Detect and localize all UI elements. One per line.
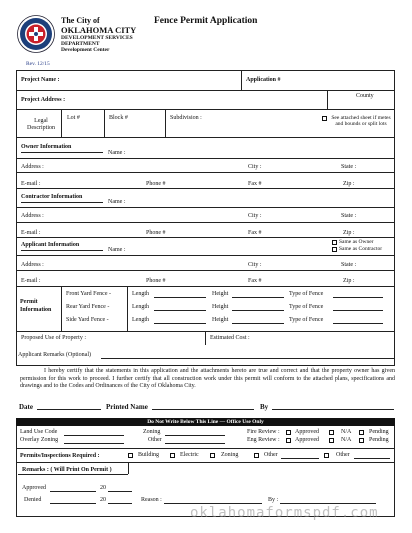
other-checkbox-1[interactable]: [254, 453, 259, 458]
owner-address-label: Address :: [21, 164, 44, 170]
owner-zip-label: Zip :: [343, 181, 355, 187]
reason-field[interactable]: [164, 503, 262, 504]
application-number-label: Application #: [246, 77, 281, 83]
office-by-label: By :: [268, 497, 279, 503]
eng-review-label: Eng Review :: [247, 437, 280, 443]
electric-checkbox[interactable]: [170, 453, 175, 458]
front-length-field[interactable]: [154, 297, 206, 298]
contractor-email-label: E-mail :: [21, 230, 41, 236]
side-height-field[interactable]: [232, 323, 284, 324]
side-type-field[interactable]: [333, 323, 383, 324]
contractor-name-label: Name :: [108, 199, 126, 205]
rear-type-field[interactable]: [333, 310, 383, 311]
applicant-phone-label: Phone #: [146, 278, 166, 284]
fire-approved-checkbox[interactable]: [286, 430, 291, 435]
fire-na-checkbox[interactable]: [329, 430, 334, 435]
applicant-fax-label: Fax #: [248, 278, 262, 284]
owner-phone-label: Phone #: [146, 181, 166, 187]
contractor-state-label: State :: [341, 213, 357, 219]
fire-na-label: N/A: [341, 429, 352, 435]
by-label: By: [260, 403, 269, 411]
contractor-city-label: City :: [248, 213, 262, 219]
applicant-state-label: State :: [341, 262, 357, 268]
side-height-label: Height: [212, 317, 229, 323]
zoning-checkbox[interactable]: [210, 453, 215, 458]
office-by-field[interactable]: [280, 503, 376, 504]
building-label: Building: [138, 452, 160, 458]
city-name-line2: OKLAHOMA CITY: [61, 25, 137, 35]
same-as-owner-label: Same as Owner: [339, 239, 374, 245]
owner-city-label: City :: [248, 164, 262, 170]
side-yard-label: Side Yard Fence -: [66, 317, 109, 323]
front-height-field[interactable]: [232, 297, 284, 298]
watermark-text: oklahomaformspdf.com: [190, 505, 379, 521]
approved-date-field[interactable]: [50, 491, 96, 492]
contractor-address-label: Address :: [21, 213, 44, 219]
eng-na-checkbox[interactable]: [329, 438, 334, 443]
zoning-checkbox-label: Zoning: [221, 452, 239, 458]
approved-label: Approved: [22, 485, 46, 491]
land-use-code-label: Land Use Code: [20, 429, 58, 435]
subdivision-label: Subdivision :: [170, 115, 202, 121]
approved-year-prefix: 20: [100, 485, 106, 491]
fire-approved-label: Approved: [295, 429, 319, 435]
county-label: County: [356, 93, 374, 99]
rear-length-field[interactable]: [154, 310, 206, 311]
denied-year-prefix: 20: [100, 497, 106, 503]
owner-state-label: State :: [341, 164, 357, 170]
applicant-remarks-label: Applicant Remarks (Optional): [18, 352, 91, 358]
fire-pending-checkbox[interactable]: [359, 430, 364, 435]
front-type-field[interactable]: [333, 297, 383, 298]
dept-line2: DEPARTMENT: [61, 41, 100, 47]
office-other-label: Other: [148, 437, 162, 443]
owner-fax-label: Fax #: [248, 181, 262, 187]
rear-type-label: Type of Fence: [289, 304, 324, 310]
electric-label: Electric: [180, 452, 199, 458]
dept-line1: DEVELOPMENT SERVICES: [61, 35, 133, 41]
owner-name-label: Name :: [108, 150, 126, 156]
overlay-zoning-label: Overlay Zoning: [20, 437, 59, 443]
printed-name-label: Printed Name: [106, 403, 148, 411]
office-use-banner-text: Do Not Write Below This Line — Office Use Only: [147, 418, 264, 425]
contractor-phone-label: Phone #: [146, 230, 166, 236]
printed-name-field[interactable]: [152, 409, 254, 410]
page-title: Fence Permit Application: [154, 16, 258, 26]
rear-height-field[interactable]: [232, 310, 284, 311]
eng-pending-label: Pending: [369, 437, 389, 443]
side-length-label: Length: [132, 317, 149, 323]
applicant-address-label: Address :: [21, 262, 44, 268]
other-label-1: Other: [264, 452, 278, 458]
building-checkbox[interactable]: [128, 453, 133, 458]
contractor-zip-label: Zip :: [343, 230, 355, 236]
rear-height-label: Height: [212, 304, 229, 310]
contractor-section-label: Contractor Information: [21, 194, 83, 200]
rear-length-label: Length: [132, 304, 149, 310]
same-as-owner-checkbox[interactable]: [332, 240, 337, 245]
block-label: Block #: [109, 115, 128, 121]
proposed-use-label: Proposed Use of Property :: [21, 335, 86, 341]
applicant-remarks-field[interactable]: [101, 358, 395, 359]
applicant-name-label: Name :: [108, 247, 126, 253]
project-address-label: Project Address :: [21, 97, 66, 103]
permit-section-label: Permit Information: [20, 299, 52, 313]
office-remarks-label: Remarks : ( Will Print On Permit ): [22, 467, 112, 473]
fire-pending-label: Pending: [369, 429, 389, 435]
attached-sheet-checkbox[interactable]: [322, 116, 327, 121]
dept-line3: Development Center: [61, 47, 110, 53]
estimated-cost-label: Estimated Cost :: [210, 335, 250, 341]
city-name-line1: The City of: [61, 16, 100, 25]
eng-pending-checkbox[interactable]: [359, 438, 364, 443]
by-signature-field[interactable]: [272, 409, 394, 410]
project-name-label: Project Name :: [21, 77, 60, 83]
denied-label: Denied: [24, 497, 42, 503]
zoning-label: Zoning: [143, 429, 161, 435]
applicant-city-label: City :: [248, 262, 262, 268]
attached-sheet-label: See attached sheet if metes and bounds or split lots: [331, 115, 391, 127]
applicant-section-label: Applicant Information: [21, 242, 80, 248]
legal-description-label: Legal Description: [27, 118, 55, 131]
revision-label: Rev. 12/15: [26, 61, 50, 67]
owner-section-label: Owner Information: [21, 144, 72, 150]
front-length-label: Length: [132, 291, 149, 297]
other-label-2: Other: [336, 452, 350, 458]
rear-yard-label: Rear Yard Fence -: [66, 304, 110, 310]
front-height-label: Height: [212, 291, 229, 297]
front-yard-label: Front Yard Fence -: [66, 291, 111, 297]
applicant-zip-label: Zip :: [343, 278, 355, 284]
side-length-field[interactable]: [154, 323, 206, 324]
permits-required-label: Permits/Inspections Required :: [20, 453, 100, 459]
other-checkbox-2[interactable]: [324, 453, 329, 458]
eng-approved-checkbox[interactable]: [286, 438, 291, 443]
date-field[interactable]: [37, 409, 101, 410]
contractor-fax-label: Fax #: [248, 230, 262, 236]
same-as-contractor-label: Same as Contractor: [339, 246, 383, 252]
eng-approved-label: Approved: [295, 437, 319, 443]
date-label: Date: [19, 403, 33, 411]
front-type-label: Type of Fence: [289, 291, 324, 297]
side-type-label: Type of Fence: [289, 317, 324, 323]
owner-email-label: E-mail :: [21, 181, 41, 187]
reason-label: Reason :: [141, 497, 162, 503]
eng-na-label: N/A: [341, 437, 352, 443]
fire-review-label: Fire Review :: [247, 429, 280, 435]
applicant-email-label: E-mail :: [21, 278, 41, 284]
lot-label: Lot #: [67, 115, 80, 121]
certification-text: I hereby certify that the statements in this application and the attachments hereto are true and correct and that the property owner has given permission for this work to proceed. I further certify that all construction work under this permit will conform to the attached plans, specifications and drawings and to the Codes and Ordinances of the City of Oklahoma City.: [20, 368, 395, 389]
denied-date-field[interactable]: [50, 503, 96, 504]
city-seal-logo: [17, 15, 55, 53]
same-as-contractor-checkbox[interactable]: [332, 247, 337, 252]
